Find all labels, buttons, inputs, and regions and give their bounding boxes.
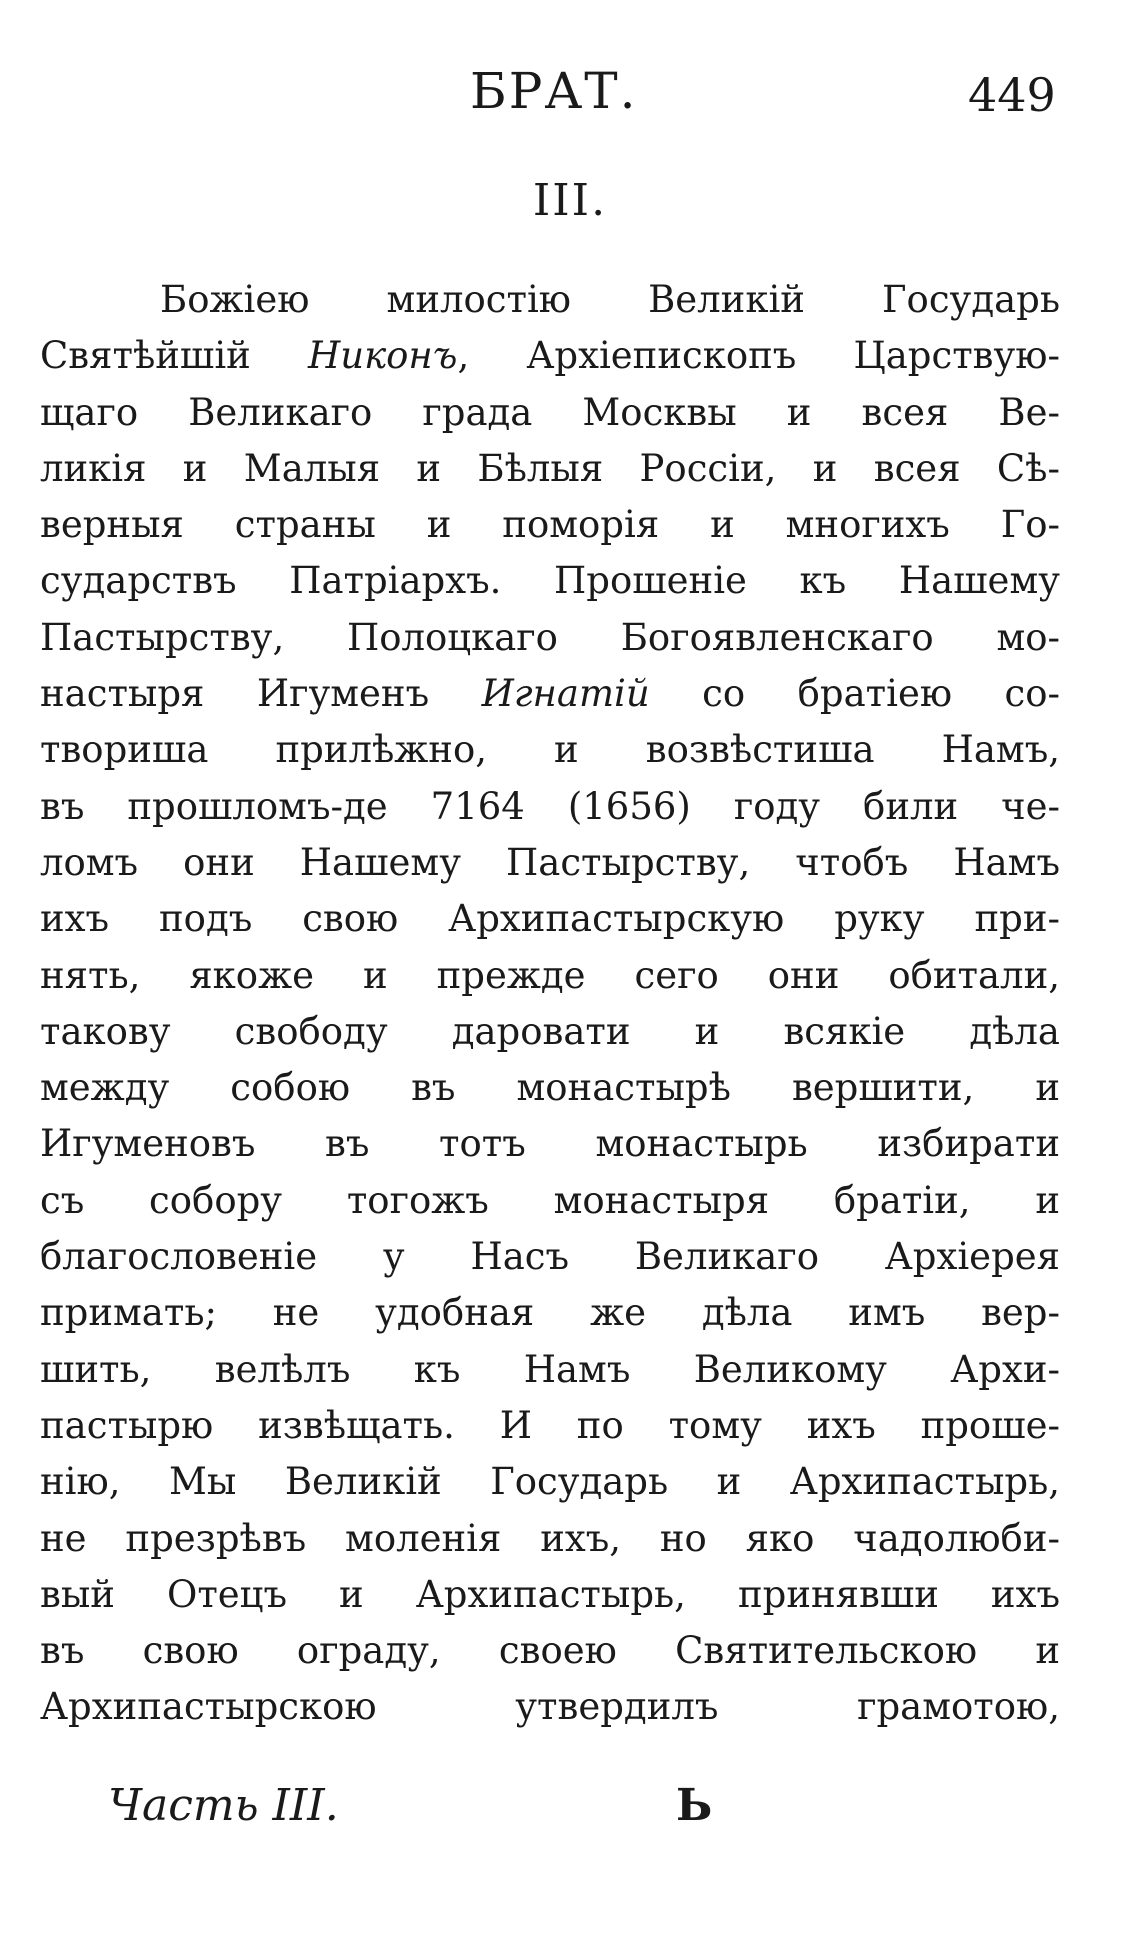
text-line: Архипастырскою утвердилъ грамотою,	[40, 1685, 1060, 1729]
text-line: ликiя и Малыя и Бѣлыя Россiи, и всея Сѣ-	[40, 446, 1060, 490]
page-number: 449	[968, 68, 1056, 122]
part-label: Часть III.	[108, 1780, 339, 1831]
running-head	[0, 62, 1140, 132]
text-line: щаго Великаго града Москвы и всея Ве-	[40, 390, 1060, 434]
text-line: между собою въ монастырѣ вершити, и	[40, 1066, 1060, 1110]
text-line: ломъ они Нашему Пастырству, чтобъ Намъ	[40, 840, 1060, 884]
text-line: не презрѣвъ моленiя ихъ, но яко чадолюби-	[40, 1516, 1060, 1560]
text-line: настыря Игуменъ Игнатiй со братiею со-	[40, 672, 1060, 716]
text-line: съ собору тогожъ монастыря братiи, и	[40, 1178, 1060, 1222]
text-line: пастырю извѣщать. И по тому ихъ проше-	[40, 1403, 1060, 1447]
text-line: въ свою ограду, своею Святительскою и	[40, 1629, 1060, 1673]
text-line: нiю, Мы Великiй Государь и Архипастырь,	[40, 1460, 1060, 1504]
text-line: твориша прилѣжно, и возвѣстиша Намъ,	[40, 728, 1060, 772]
section-number: III.	[532, 175, 608, 226]
text-line: Пастырству, Полоцкаго Богоявленскаго мо-	[40, 615, 1060, 659]
text-line: верныя страны и поморiя и многихъ Го-	[40, 503, 1060, 547]
page-footer	[0, 1780, 1140, 1840]
text-line: шить, велѣлъ къ Намъ Великому Архи-	[40, 1347, 1060, 1391]
signature-mark: Ь	[676, 1780, 713, 1831]
text-line: Игуменовъ въ тотъ монастырь избирати	[40, 1122, 1060, 1166]
text-line: ихъ подъ свою Архипастырскую руку при-	[40, 897, 1060, 941]
text-line: сударствъ Патрiархъ. Прошенiе къ Нашему	[40, 559, 1060, 603]
text-line: Божiею милостiю Великiй Государь	[160, 278, 1060, 321]
body-text	[40, 272, 1060, 1736]
text-line: вый Отецъ и Архипастырь, принявши ихъ	[40, 1572, 1060, 1616]
text-line: примать; не удобная же дѣла имъ вер-	[40, 1291, 1060, 1335]
running-title: БРАТ.	[470, 62, 638, 120]
text-line: въ прошломъ-де 7164 (1656) году били че-	[40, 784, 1060, 828]
text-line: нять, якоже и прежде сего они обитали,	[40, 953, 1060, 997]
text-line: такову свободу даровати и всякiе дѣла	[40, 1009, 1060, 1053]
text-line: Святѣйшiй Никонъ, Архiепископъ Царствую-	[40, 334, 1060, 378]
text-line: благословенiе у Насъ Великаго Архiерея	[40, 1235, 1060, 1279]
